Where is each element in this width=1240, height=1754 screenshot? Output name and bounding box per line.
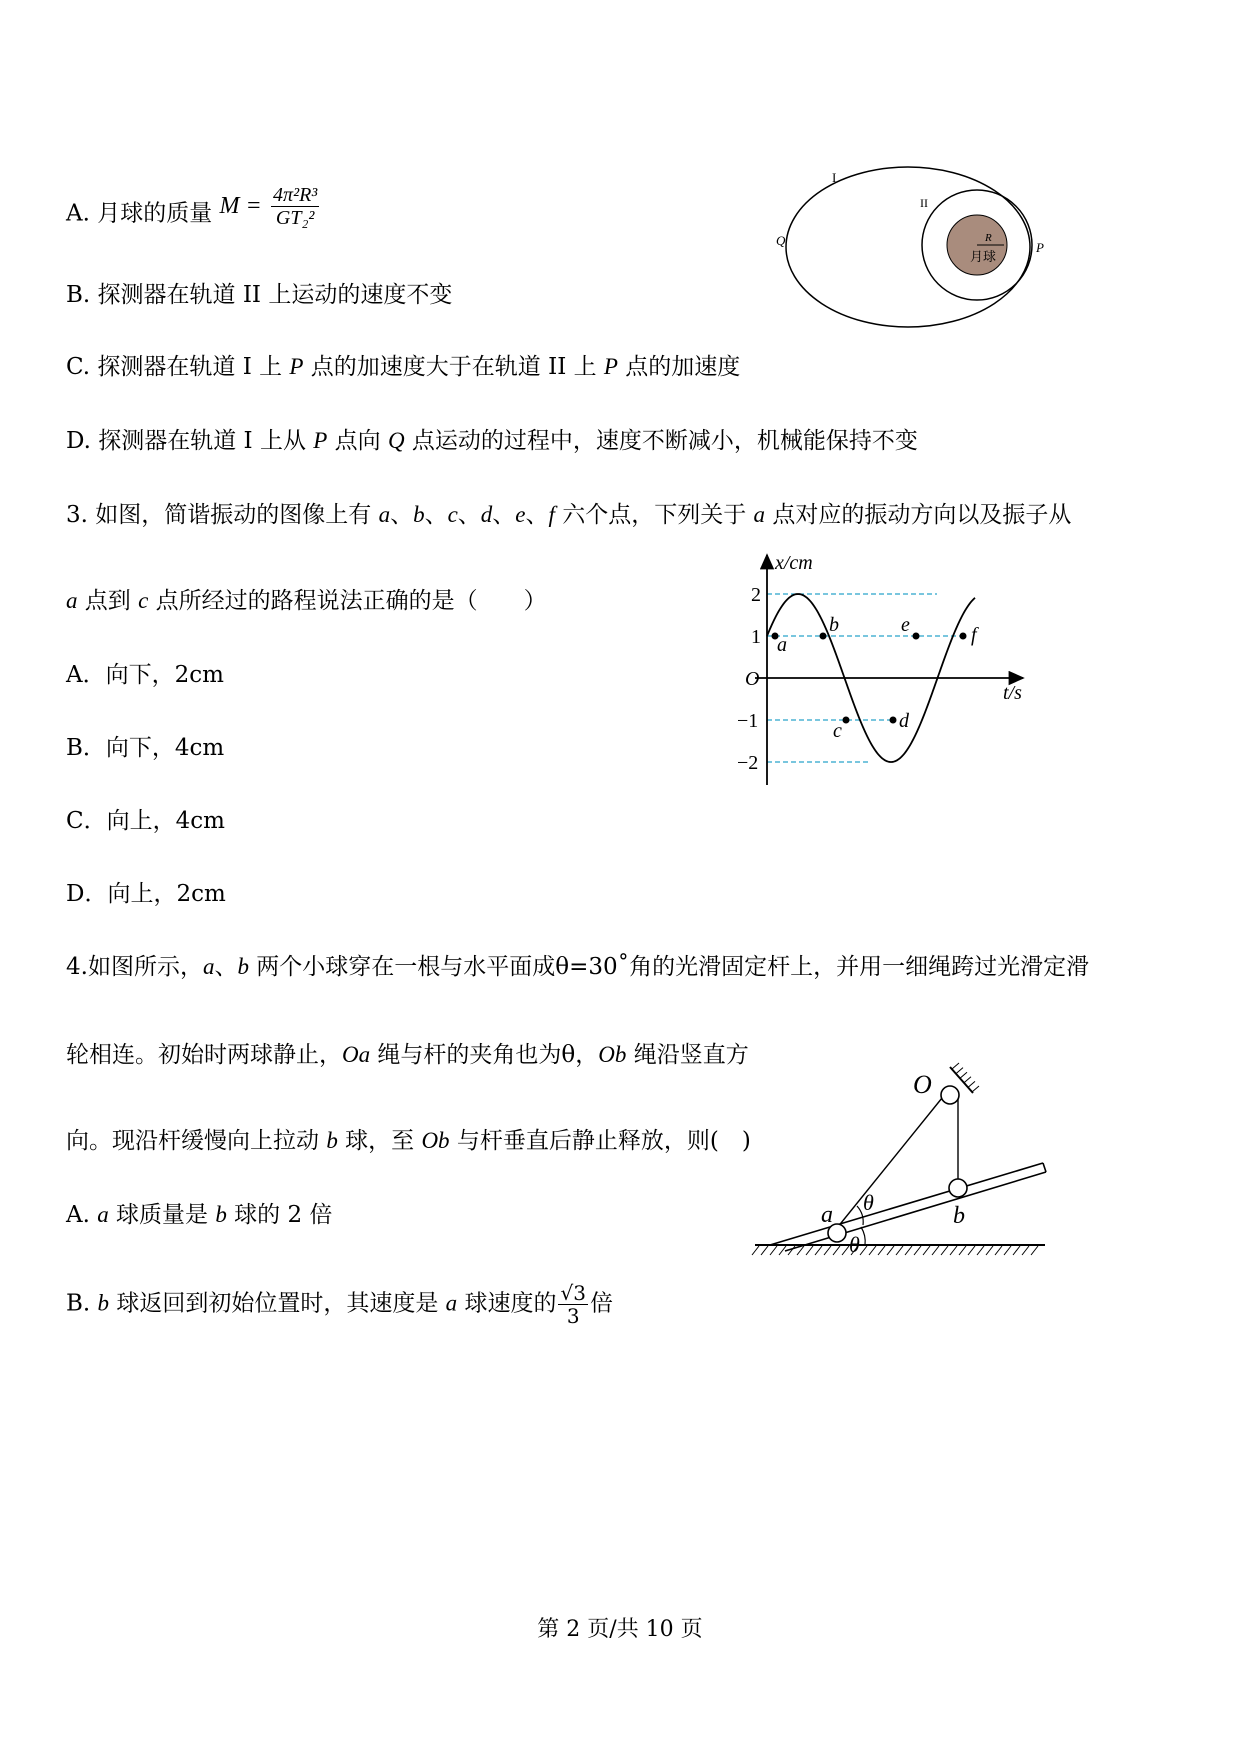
text: 点向 [327, 428, 388, 454]
fraction-numerator: √3 [560, 1281, 586, 1305]
var: b [215, 1202, 227, 1227]
fraction-denominator: 3 [566, 1304, 580, 1328]
q3-option-d: D．向上，2cm [66, 881, 226, 907]
mass-formula-fraction [271, 184, 319, 229]
var: e [515, 502, 526, 527]
q4-option-b [66, 1282, 613, 1327]
point-c [843, 717, 850, 724]
q3-option-c: C．向上，4cm [66, 808, 225, 834]
var: a [445, 1290, 458, 1316]
var: b [413, 502, 425, 527]
ytick-2: 2 [751, 584, 761, 606]
text: 球的 2 倍 [226, 1202, 333, 1228]
rod-end [1043, 1163, 1046, 1172]
var: b [97, 1290, 110, 1316]
text: 绳沿竖直方 [626, 1042, 749, 1068]
text: 、 [424, 502, 448, 528]
label-d: d [899, 710, 909, 732]
var: a [202, 954, 215, 979]
label-p: P [1036, 240, 1044, 255]
label-b: b [829, 614, 839, 636]
text: 球返回到初始位置时，其速度是 [109, 1290, 446, 1317]
text: 两个小球穿在一根与水平面成θ=30˚角的光滑固定杆上，并用一细绳跨过光滑定滑 [248, 954, 1090, 980]
var: d [480, 502, 493, 527]
label-b: b [953, 1203, 965, 1229]
label-q: Q [776, 233, 786, 248]
var: f [548, 502, 555, 527]
ytick-1: 1 [751, 626, 761, 648]
text: 球，至 [337, 1128, 422, 1154]
text: 、 [457, 502, 481, 528]
q3-option-b: B．向下，4cm [66, 735, 225, 761]
var: a [97, 1202, 109, 1227]
label-theta-rod: θ [849, 1232, 860, 1257]
text: 点的加速度 [617, 354, 741, 380]
text: C. 探测器在轨道 I 上 [66, 354, 290, 380]
text: 、 [492, 502, 516, 528]
text: 点运动的过程中，速度不断减小，机械能保持不变 [404, 428, 918, 454]
ball-b [949, 1179, 967, 1197]
text: 与杆垂直后静止释放，则( ) [449, 1128, 751, 1154]
q3-stem-line2 [66, 586, 547, 616]
q4-stem-line2 [66, 1040, 749, 1070]
rod-top [770, 1163, 1043, 1245]
text: 点所经过的路程说法正确的是（ ） [148, 588, 547, 614]
text: 球速度的 [457, 1290, 557, 1317]
q2-option-a-label: A. 月球的质量 [66, 200, 213, 227]
text: 绳与杆的夹角也为θ， [370, 1042, 599, 1068]
var: a [378, 502, 391, 527]
q2-option-a [66, 184, 321, 237]
text: 六个点，下列关于 [554, 502, 754, 528]
label-theta-string: θ [863, 1190, 874, 1215]
var: b [237, 954, 249, 979]
q2-option-b: B. 探测器在轨道 II 上运动的速度不变 [66, 282, 453, 308]
text: D. 探测器在轨道 I 上从 [66, 428, 314, 454]
label-o: O [913, 1070, 932, 1099]
text: 3. 如图，简谐振动的图像上有 [66, 502, 379, 528]
orbit-figure [770, 165, 1060, 335]
text: 轮相连。初始时两球静止， [66, 1042, 342, 1068]
text: A. [66, 1202, 98, 1228]
text: 点到 [77, 588, 139, 614]
label-f: f [971, 624, 977, 646]
var: a [66, 588, 78, 613]
formula-denominator: GT₂² [275, 207, 315, 229]
formula-numerator: 4π²R³ [273, 184, 318, 206]
var-p: P [289, 354, 304, 379]
origin-label: O [745, 668, 760, 690]
text: 、 [525, 502, 549, 528]
point-e [913, 633, 920, 640]
y-axis-label: x/cm [775, 552, 813, 574]
var: Oa [342, 1042, 371, 1067]
text: 、 [214, 954, 238, 980]
var: c [447, 502, 458, 527]
text: 4.如图所示， [66, 954, 203, 980]
point-f [960, 633, 967, 640]
var-p: P [603, 354, 618, 379]
ytick-neg2: −2 [737, 752, 759, 774]
var-p: P [313, 428, 328, 453]
var-q: Q [387, 428, 405, 453]
label-orbit-ii: II [920, 196, 928, 210]
text: 、 [390, 502, 414, 528]
incline-figure [745, 1055, 1055, 1280]
q2-option-c [66, 352, 740, 382]
label-a: a [777, 634, 787, 656]
label-r: R [985, 232, 992, 244]
var: c [138, 588, 149, 613]
q4-stem-line1 [66, 952, 1089, 982]
q3-option-a: A．向下，2cm [66, 662, 224, 688]
label-a: a [821, 1202, 833, 1228]
oscillation-graph [725, 545, 1045, 790]
x-axis-label: t/s [1003, 682, 1022, 704]
formula-lhs: M = [219, 192, 262, 219]
text: 向。现沿杆缓慢向上拉动 [66, 1128, 327, 1154]
pulley [941, 1086, 959, 1104]
q4-stem-line3 [66, 1126, 751, 1156]
q4-option-a [66, 1200, 332, 1230]
text: 倍 [589, 1290, 613, 1317]
var: b [326, 1128, 338, 1153]
label-c: c [833, 720, 842, 742]
q3-stem-line1 [66, 500, 1071, 530]
label-moon: 月球 [970, 249, 997, 264]
text: B. [66, 1290, 98, 1317]
point-b [820, 633, 827, 640]
var: Ob [421, 1128, 450, 1153]
page-footer: 第 2 页/共 10 页 [537, 1617, 703, 1642]
sqrt3-over-3-fraction [558, 1282, 587, 1327]
var: Ob [598, 1042, 627, 1067]
q2-option-d [66, 426, 918, 456]
point-d [890, 717, 897, 724]
ytick-neg1: −1 [737, 710, 759, 732]
var: a [753, 502, 766, 527]
text: 点的加速度大于在轨道 II 上 [303, 354, 604, 380]
label-e: e [901, 614, 910, 636]
angle-arc-rod [861, 1227, 865, 1245]
label-orbit-i: I [832, 170, 837, 185]
text: 点对应的振动方向以及振子从 [765, 502, 1072, 528]
text: 球质量是 [108, 1202, 216, 1228]
